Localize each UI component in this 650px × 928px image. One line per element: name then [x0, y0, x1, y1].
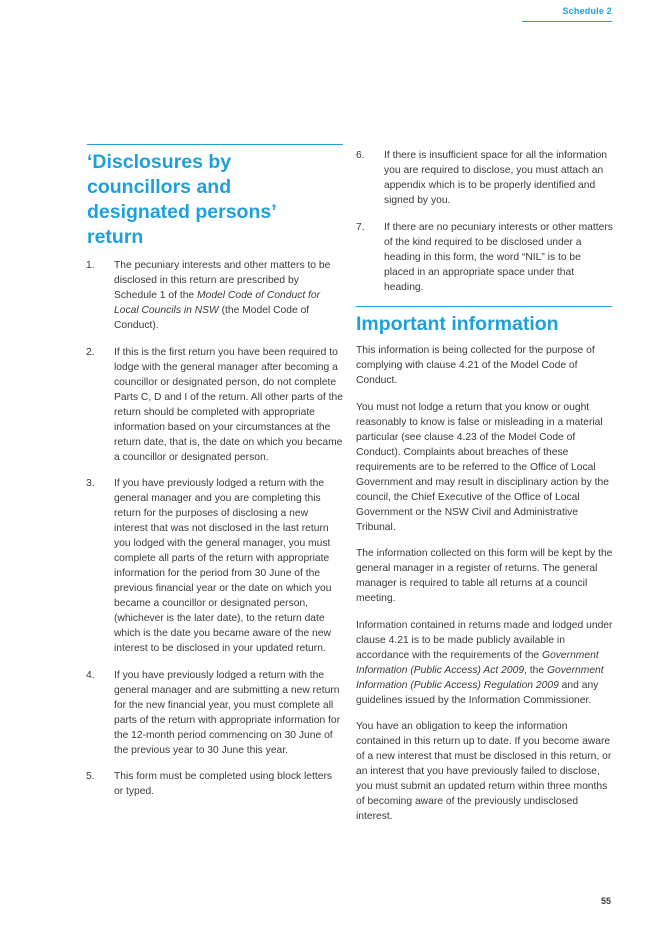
item-text: If there are no pecuniary interests or other matters of the kind required to be disclosed under a heading in this form, the word “NIL” is to be placed in an appropriate space under that heading. [384, 221, 613, 293]
regulation-name: Government Information (Public Access) Regulation 2009 [356, 664, 604, 691]
item-text: This form must be completed using block letters or typed. [114, 771, 333, 797]
paragraph [356, 618, 614, 708]
paragraph: You must not lodge a return that you know or ought reasonably to know is false or misleading in a material particular (see clause 4.23 of the Model Code of Conduct). Complaints about breaches of these requirements are to be referred to the Office of Local Government and may result in disciplinary action by the council, the Chief Executive of the Office of Local Government or the NSW Civil and Administrative Tribunal. [356, 401, 609, 533]
act-name: Government Information (Public Access) Act 2009 [356, 649, 599, 676]
header-divider [522, 21, 612, 22]
item-text: If you have previously lodged a return with the general manager and you are completing this return for the purposes of disclosing a new interest that was not disclosed in the last return you lodged with the general manager, you must complete all parts of the return with appropriate information for the period from 30 June of the previous financial year or the date on which you became a councillor or designated person, (whichever is the later date), to the return date which is the date you became aware of the new interest to be disclosed in your updated return. [114, 478, 332, 654]
list-item [356, 220, 614, 295]
item-number: 3. [86, 478, 95, 489]
title-line: designated persons’ [87, 201, 277, 223]
title-line: councillors and [87, 176, 232, 198]
title-line: return [87, 226, 144, 248]
item-number: 5. [86, 771, 95, 782]
list-item [86, 258, 343, 333]
paragraph-text: Information contained in returns made and lodged under clause 4.21 is to be made publicly available in accordance with the requirements of the [356, 619, 613, 661]
title-line: ‘Disclosures by [87, 151, 232, 173]
list-item [86, 476, 343, 656]
item-number: 6. [356, 150, 365, 161]
item-number: 7. [356, 221, 365, 233]
instructions-list-right [356, 148, 614, 295]
item-text: If this is the first return you have been required to lodge with the general manager after becoming a councillor or designated person, do not complete Parts C, D and I of the return. All other parts of the return should be completed with appropriate information based on your circumstances at the return date, that is, the date on which you became a councillor or designated person. [114, 346, 343, 463]
title-divider [87, 144, 343, 145]
item-text: The pecuniary interests and other matters to be disclosed in this return are prescribed by Schedule 1 of the [114, 260, 331, 301]
list-item [86, 668, 343, 758]
item-text-italic: Model Code of Conduct for Local Councils in NSW [114, 290, 321, 316]
section-label: Schedule 2 [562, 6, 612, 16]
list-item [86, 345, 343, 465]
item-text: If there is insufficient space for all the information you are required to disclose, you must attach an appendix which is to be properly identified and signed by you. [384, 150, 608, 206]
right-column [356, 148, 614, 836]
item-number: 4. [86, 669, 95, 681]
list-item [356, 148, 614, 208]
paragraph-text: , the [524, 664, 547, 676]
page-number: 55 [600, 896, 611, 906]
item-number: 2. [86, 346, 95, 358]
paragraph: You have an obligation to keep the information contained in this return up to date. If you become aware of a new interest that must be disclosed in this return, or an interest that you have previously failed to disclose, you must submit an updated return within three months of becoming aware of the previously undisclosed interest. [356, 721, 612, 822]
item-number: 1. [86, 260, 95, 271]
paragraph: This information is being collected for the purpose of complying with clause 4.21 of the Model Code of Conduct. [356, 345, 595, 386]
paragraph-text: and any guidelines issued by the Information Commissioner. [356, 679, 599, 706]
paragraph: The information collected on this form will be kept by the general manager in a register of returns. The general manager is required to table all returns at a council meeting. [356, 548, 613, 604]
left-column [87, 144, 343, 811]
instructions-list-left [86, 258, 343, 799]
item-text: (the Model Code of Conduct). [114, 305, 310, 331]
important-title: Important information [356, 313, 559, 335]
return-title [87, 150, 343, 250]
list-item [86, 769, 343, 799]
item-text: If you have previously lodged a return with the general manager and are submitting a new return for the new financial year, you must complete all parts of the return with appropriate information for the 12-month period commencing on 30 June of the previous year to 30 June this year. [114, 669, 341, 756]
important-divider [356, 306, 612, 307]
